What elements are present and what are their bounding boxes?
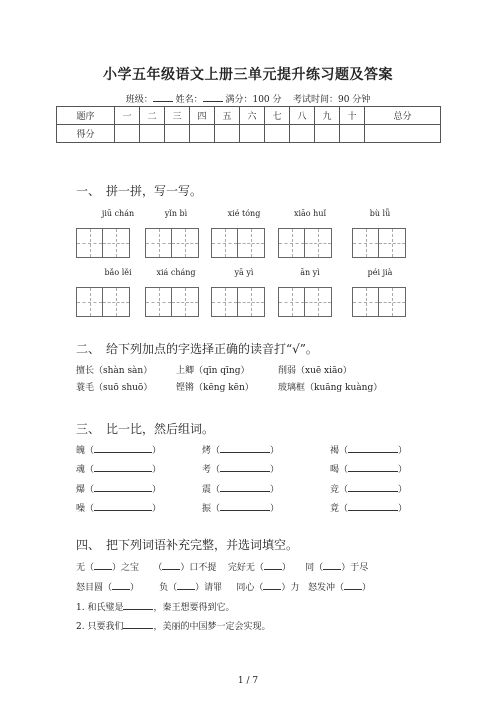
- compare-item[interactable]: 考（ ）: [202, 462, 279, 475]
- idiom-line: [76, 580, 371, 593]
- idiom-text: ）口不提: [180, 563, 217, 573]
- reading-item[interactable]: 蓑毛（suō shuō）: [76, 383, 153, 393]
- idiom-line: [76, 560, 368, 573]
- idiom-text: ）力: [281, 583, 300, 593]
- writing-grid[interactable]: [145, 228, 199, 258]
- pinyin-label: yǐn bì: [164, 209, 188, 218]
- pinyin-label: bǎo lěi: [104, 268, 132, 277]
- page-number: 1 / 7: [237, 676, 259, 686]
- compare-item[interactable]: 震（ ）: [202, 482, 279, 495]
- idiom-text: ）于尽: [341, 563, 369, 573]
- score-header-cell: 二: [140, 107, 165, 125]
- pinyin-label: jiū chán: [101, 209, 135, 218]
- score-cell[interactable]: [365, 125, 441, 143]
- section1-heading: 一、 拼一拼，写一写。: [76, 184, 203, 198]
- compare-item[interactable]: 竞（ ）: [330, 482, 407, 495]
- compare-char: 竞: [330, 485, 340, 495]
- idiom-text: 同心（: [236, 583, 264, 593]
- idiom-text: ）: [130, 583, 140, 593]
- score-cell[interactable]: [215, 125, 240, 143]
- idiom-blank[interactable]: [112, 580, 130, 590]
- name-blank[interactable]: [203, 93, 223, 102]
- score-header-cell: 七: [265, 107, 290, 125]
- score-header-cell: 一: [115, 107, 140, 125]
- compare-char: 考: [202, 465, 212, 475]
- score-header-row: [57, 107, 441, 125]
- pinyin-label: bù lǚ: [369, 209, 391, 218]
- pinyin-label: xiāo huǐ: [293, 209, 327, 218]
- score-header-cell: 总分: [365, 107, 441, 125]
- compare-item[interactable]: 振（ ）: [202, 501, 279, 514]
- page-title: 小学五年级语文上册三单元提升练习题及答案: [103, 67, 393, 83]
- score-header-cell: 六: [240, 107, 265, 125]
- question-text: ，秦王想要得到它。: [153, 603, 235, 613]
- compare-item[interactable]: 竟（ ）: [330, 501, 407, 514]
- reading-item[interactable]: 铿锵（kēng kēn）: [176, 383, 254, 393]
- pinyin-label: ān yì: [300, 268, 320, 277]
- section3-heading: 三、 比一比，然后组词。: [76, 422, 215, 436]
- pinyin-label: yā yì: [234, 268, 254, 277]
- idiom-text: 同（: [305, 563, 324, 573]
- compare-item[interactable]: 喝（ ）: [330, 462, 407, 475]
- idiom-text: （: [153, 563, 163, 573]
- score-header-cell: 八: [290, 107, 315, 125]
- idiom-text: 负（: [159, 583, 178, 593]
- score-cell[interactable]: [340, 125, 365, 143]
- writing-grid[interactable]: [145, 287, 199, 317]
- score-cell[interactable]: [290, 125, 315, 143]
- score-header-cell: 三: [165, 107, 190, 125]
- compare-char: 魂: [76, 465, 86, 475]
- writing-grid[interactable]: [76, 228, 130, 258]
- score-cell[interactable]: [315, 125, 340, 143]
- score-header-cell: 题序: [57, 107, 115, 125]
- compare-char: 振: [202, 504, 212, 514]
- score-row: [57, 125, 441, 143]
- name-label: 姓名：: [175, 95, 203, 105]
- full-score: 满分：100 分: [225, 95, 282, 105]
- compare-item[interactable]: 褐（ ）: [330, 443, 407, 456]
- fill-question-2: [76, 619, 270, 632]
- score-header-cell: 九: [315, 107, 340, 125]
- section4-heading: 四、 把下列词语补充完整，并选词填空。: [76, 538, 299, 552]
- idiom-blank[interactable]: [177, 580, 195, 590]
- idiom-text: 完好无（: [227, 563, 264, 573]
- pinyin-label: péi jià: [367, 268, 393, 277]
- compare-char: 喝: [330, 465, 340, 475]
- score-cell[interactable]: [140, 125, 165, 143]
- compare-item[interactable]: 噪（ ）: [76, 501, 161, 514]
- idiom-blank[interactable]: [263, 580, 281, 590]
- compare-item[interactable]: 烤（ ）: [202, 443, 279, 456]
- reading-item[interactable]: 上卿（qīn qīng）: [176, 366, 250, 376]
- writing-grid[interactable]: [278, 228, 332, 258]
- compare-item[interactable]: 爆（ ）: [76, 482, 161, 495]
- idiom-blank[interactable]: [94, 560, 112, 570]
- idiom-text: ）请罪: [195, 583, 223, 593]
- section2-heading: 二、 给下列加点的字选择正确的读音打“√”。: [76, 342, 318, 356]
- question-text: ，美丽的中国梦一定会实现。: [153, 622, 271, 632]
- question-text: 1. 和氏璧是: [76, 603, 124, 613]
- writing-grid[interactable]: [211, 287, 265, 317]
- idiom-blank[interactable]: [162, 560, 180, 570]
- reading-item[interactable]: 削弱（xuē xiāo）: [278, 366, 352, 376]
- class-blank[interactable]: [153, 93, 173, 102]
- idiom-blank[interactable]: [264, 560, 282, 570]
- score-header-cell: 十: [340, 107, 365, 125]
- exam-time: 考试时间：90 分钟: [292, 95, 371, 105]
- score-header-cell: 五: [215, 107, 240, 125]
- fill-question-1: [76, 600, 234, 613]
- score-cell[interactable]: [265, 125, 290, 143]
- score-header-cell: 四: [190, 107, 215, 125]
- class-label: 班级：: [125, 95, 153, 105]
- score-cell[interactable]: [190, 125, 215, 143]
- idiom-text: 怒目圆（: [76, 583, 113, 593]
- idiom-blank[interactable]: [323, 560, 341, 570]
- score-row-label: 得分: [57, 125, 115, 143]
- compare-char: 魄: [76, 446, 86, 456]
- idiom-text: ）之宝: [112, 563, 140, 573]
- pinyin-label: xiá cháng: [156, 268, 196, 277]
- score-cell[interactable]: [240, 125, 265, 143]
- reading-item[interactable]: 玻璃框（kuāng kuàng）: [278, 383, 383, 393]
- compare-char: 烤: [202, 446, 212, 456]
- compare-item[interactable]: 魄（ ）: [76, 443, 161, 456]
- question-text: 2. 只要我们: [76, 622, 124, 632]
- idiom-text: 无（: [76, 563, 95, 573]
- answer-blank[interactable]: [123, 600, 153, 610]
- idiom-text: ）: [281, 563, 291, 573]
- compare-item[interactable]: 魂（ ）: [76, 462, 161, 475]
- idiom-blank[interactable]: [344, 580, 362, 590]
- writing-grid[interactable]: [76, 287, 130, 317]
- compare-char: 爆: [76, 485, 86, 495]
- compare-char: 噪: [76, 504, 86, 514]
- pinyin-label: xié tóng: [227, 209, 261, 218]
- answer-blank[interactable]: [123, 619, 153, 629]
- idiom-text: 怒发冲（: [308, 583, 345, 593]
- writing-grid[interactable]: [352, 228, 406, 258]
- idiom-text: ）: [362, 583, 372, 593]
- reading-item[interactable]: 擅长（shàn sàn）: [76, 366, 153, 376]
- score-table: [56, 106, 441, 143]
- compare-char: 褐: [330, 446, 340, 456]
- writing-grid[interactable]: [352, 287, 406, 317]
- compare-char: 竟: [330, 504, 340, 514]
- score-cell[interactable]: [115, 125, 140, 143]
- compare-char: 震: [202, 485, 212, 495]
- exam-meta: [0, 92, 496, 105]
- writing-grid[interactable]: [211, 228, 265, 258]
- score-cell[interactable]: [165, 125, 190, 143]
- writing-grid[interactable]: [278, 287, 332, 317]
